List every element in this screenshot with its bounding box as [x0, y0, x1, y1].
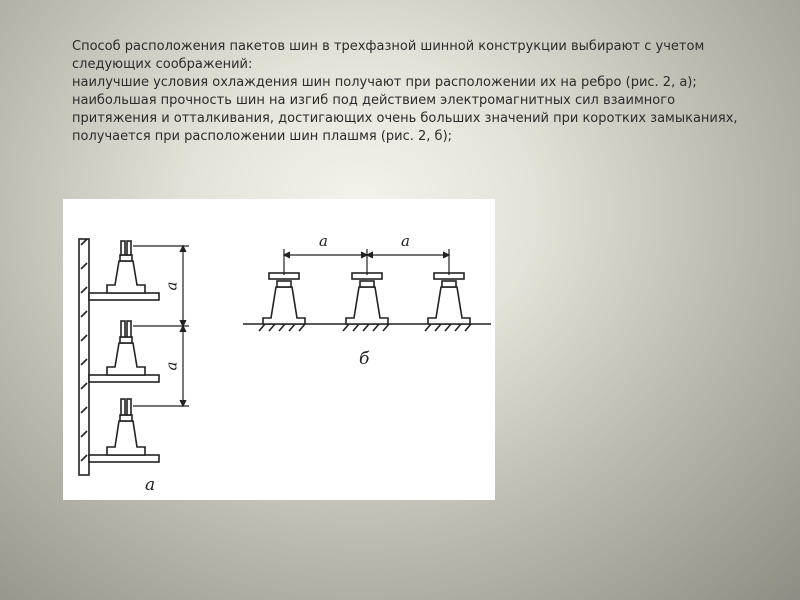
slide-text — [72, 38, 742, 146]
figure-label-a: а — [145, 475, 156, 495]
dimension-label-b-1: а — [319, 232, 328, 250]
ground-b — [243, 324, 491, 331]
busbar-figure — [63, 199, 495, 500]
insulator-a-1 — [107, 241, 145, 293]
paragraph-strength: наибольшая прочность шин на изгиб под действием электромагнитных сил взаимного притяжения и отталкивания, достигающих очень больших значений при коротких замыканиях, получается при расположении шин плашмя (рис. 2, б); — [72, 93, 738, 144]
dimension-b-horizontal — [284, 249, 449, 275]
insulator-b-2 — [346, 273, 388, 324]
insulator-a-3 — [107, 399, 145, 455]
insulator-b-1 — [263, 273, 305, 324]
dimension-label-a-2: а — [162, 361, 181, 371]
insulator-a-2 — [107, 321, 145, 375]
paragraph-cooling: наилучшие условия охлаждения шин получают при расположении их на ребро (рис. 2, а); — [72, 75, 697, 90]
busbar-diagram — [63, 199, 495, 500]
figure-label-b: б — [359, 349, 370, 369]
dimension-label-b-2: а — [401, 232, 410, 250]
dimension-label-a-1: а — [162, 281, 181, 291]
insulator-b-3 — [428, 273, 470, 324]
paragraph-intro: Способ расположения пакетов шин в трехфазной шинной конструкции выбирают с учетом следующих соображений: — [72, 39, 705, 72]
